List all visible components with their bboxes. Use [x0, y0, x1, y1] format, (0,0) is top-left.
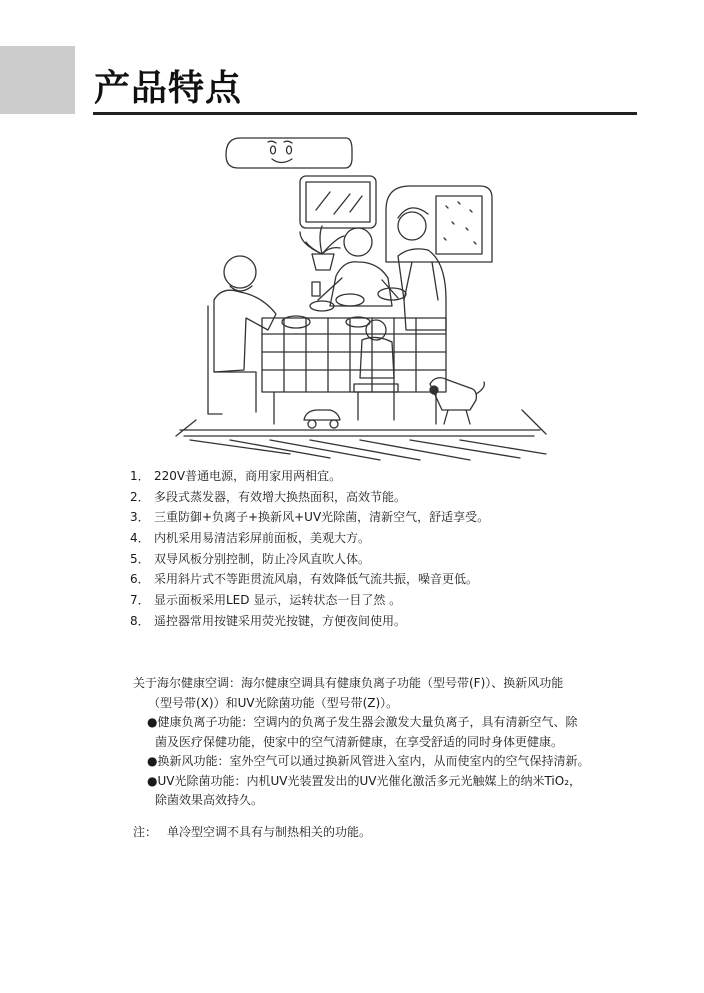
anion-bullet-continued: 菌及医疗保健功能，使家中的空气清新健康，在享受舒适的同时身体更健康。 [155, 734, 564, 749]
feature-text: 220V普通电源，商用家用两相宜。 [154, 469, 342, 483]
about-intro-continued: （型号带(X)）和UV光除菌功能（型号带(Z)）。 [148, 695, 399, 710]
fresh-air-bullet: ●换新风功能：室外空气可以通过换新风管进入室内，从而使室内的空气保持清新。 [147, 754, 590, 768]
feature-item [130, 528, 650, 549]
father [318, 228, 398, 306]
feature-number: 3． [130, 510, 150, 525]
note-text: 单冷型空调不具有与制热相关的功能。 [167, 825, 372, 839]
uv-bullet-continued: 除菌效果高效持久。 [155, 793, 264, 807]
about-health-ac [133, 674, 633, 811]
potted-plant [300, 226, 344, 270]
section-tab [0, 46, 75, 114]
dining-table [262, 318, 446, 424]
feature-number: 4． [130, 531, 150, 546]
feature-number: 8． [130, 613, 150, 628]
anion-bullet: ●健康负离子功能：空调内的负离子发生器会激发大量负离子，具有清新空气、除 [147, 715, 578, 729]
feature-list [130, 466, 650, 632]
feature-item [130, 569, 650, 590]
grandfather [208, 256, 276, 414]
feature-text: 采用斜片式不等距贯流风扇，有效降低气流共振，噪音更低。 [154, 572, 479, 587]
dishes [282, 282, 406, 328]
feature-item [130, 590, 650, 611]
feature-item [130, 507, 650, 528]
feature-number: 1． [130, 469, 150, 483]
feature-text: 双导风板分别控制，防止冷风直吹人体。 [154, 551, 371, 566]
note-label: 注： [133, 825, 158, 839]
page-title: 产品特点 [94, 68, 243, 109]
feature-number: 6． [130, 572, 150, 587]
uv-bullet: ●UV光除菌功能：内机UV光装置发出的UV光催化激活多元光触媒上的纳米TiO₂， [147, 773, 582, 788]
feature-text: 遥控器常用按键采用荧光按键，方便夜间使用。 [154, 613, 407, 628]
grandmother [398, 208, 446, 330]
title-underline [93, 112, 637, 115]
feature-item [130, 487, 650, 508]
toy-car [304, 410, 340, 428]
child [354, 320, 398, 420]
feature-item [130, 549, 650, 570]
air-conditioner-unit [226, 138, 352, 168]
feature-item [130, 611, 650, 632]
feature-item [130, 466, 650, 487]
feature-number: 7． [130, 593, 150, 608]
note [133, 823, 371, 841]
about-intro: 关于海尔健康空调：海尔健康空调具有健康负离子功能（型号带(F)）、换新风功能 [133, 676, 564, 690]
feature-text: 多段式蒸发器，有效增大换热面积，高效节能。 [154, 489, 407, 504]
feature-number: 2． [130, 489, 150, 504]
dog [430, 378, 484, 424]
feature-number: 5． [130, 551, 150, 566]
feature-text: 内机采用易清洁彩屏前面板，美观大方。 [154, 531, 371, 546]
feature-text: 三重防御+负离子+换新风+UV光除菌，清新空气，舒适享受。 [154, 510, 490, 525]
room-floor [176, 410, 546, 460]
feature-text: 显示面板采用LED 显示，运转状态一目了然 。 [154, 593, 402, 608]
window-left [300, 176, 376, 228]
window-right [386, 186, 492, 262]
